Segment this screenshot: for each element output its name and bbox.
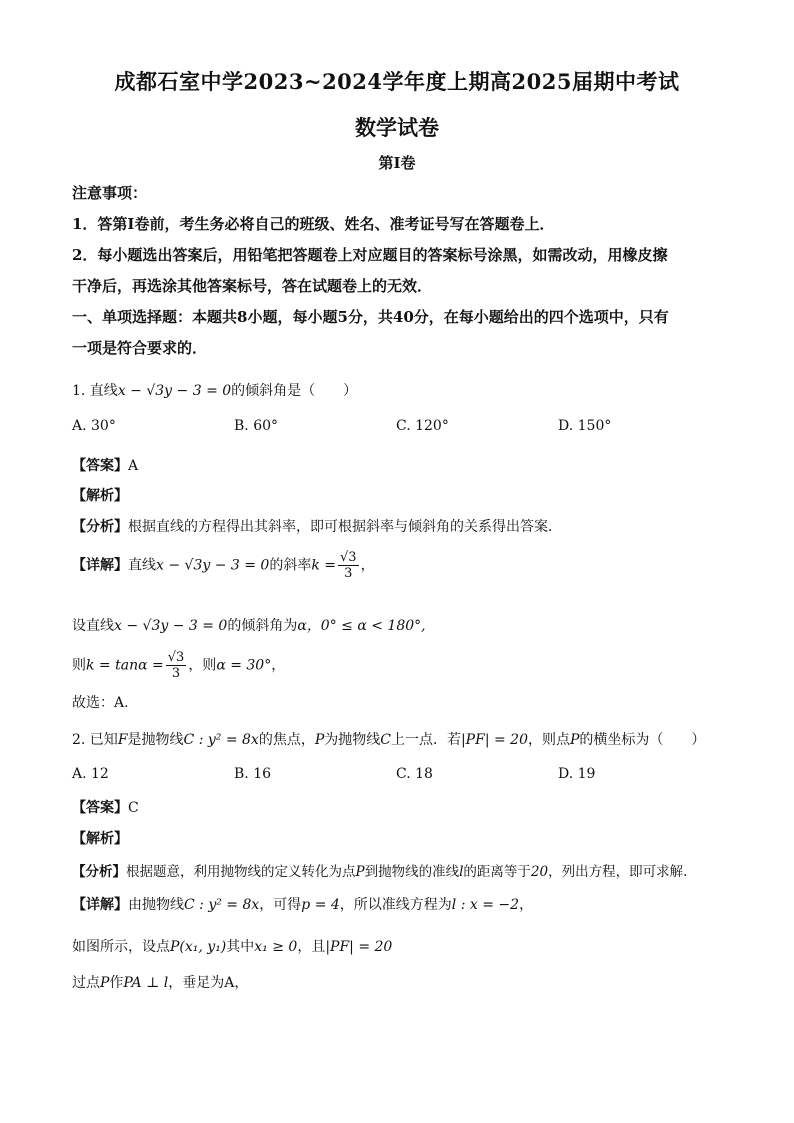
- q2-answer: 【答案】C: [72, 800, 139, 816]
- volume-label: 第I卷: [378, 154, 416, 172]
- question-2: 2. 已知F是抛物线C : y² = 8x的焦点，P为抛物线C上一点．若|PF| = 20，则点P的横坐标为（ ）: [72, 732, 706, 748]
- exam-title: 成都石室中学2023~2024学年度上期高2025届期中考试: [114, 69, 680, 94]
- q1-option-d: D. 150°: [558, 418, 612, 434]
- q2-detail: 【详解】由抛物线C : y² = 8x，可得p = 4，所以准线方程为l : x = −2，: [72, 897, 534, 913]
- q1-detail: 【详解】直线x − √3y − 3 = 0的斜率k = $\frac{√3}{3}$ ，: [72, 550, 375, 581]
- q2-fenxi: 【分析】根据题意，利用抛物线的定义转化为点P到抛物线的准线l的距离等于20，列出方程，即可求解.: [72, 864, 688, 880]
- q1-choice: 故选：A.: [72, 695, 129, 711]
- q2-option-d: D. 19: [558, 766, 596, 782]
- q2-detail-line-2: 如图所示，设点P(x₁, y₁)其中x₁ ≥ 0，且|PF| = 20: [72, 939, 393, 955]
- q2-analysis-heading: 【解析】: [72, 831, 128, 847]
- section-1-line-1: 一、单项选择题：本题共8小题，每小题5分，共40分，在每小题给出的四个选项中，只有: [72, 308, 669, 326]
- q1-slope-fraction: $\frac{√3}{3}$: [340, 550, 357, 581]
- notice-item-1: 1．答第I卷前，考生务必将自己的班级、姓名、准考证号写在答题卷上．: [72, 215, 555, 233]
- question-1: 1. 直线x − √3y − 3 = 0的倾斜角是（ ）: [72, 383, 358, 399]
- q1-tan-fraction: $\frac{√3}{3}$: [167, 650, 185, 681]
- q1-option-b: B. 60°: [234, 418, 279, 434]
- q1-fenxi: 【分析】根据直线的方程得出其斜率，即可根据斜率与倾斜角的关系得出答案.: [72, 519, 553, 535]
- q1-answer: 【答案】A: [72, 458, 139, 474]
- q1-equation: x − √3y − 3 = 0: [117, 383, 232, 399]
- section-1-line-2: 一项是符合要求的．: [72, 339, 208, 357]
- notice-item-2b: 干净后，再选涂其他答案标号，答在试题卷上的无效．: [72, 277, 433, 295]
- notice-item-2a: 2．每小题选出答案后，用铅笔把答题卷上对应题目的答案标号涂黑，如需改动，用橡皮擦: [72, 246, 668, 264]
- q2-option-c: C. 18: [396, 766, 433, 782]
- q1-option-a: A. 30°: [72, 418, 116, 434]
- q1-detail-line-2: 设直线x − √3y − 3 = 0的倾斜角为α，0° ≤ α < 180°,: [72, 618, 426, 634]
- q1-option-c: C. 120°: [396, 418, 449, 434]
- q1-analysis-heading: 【解析】: [72, 488, 128, 504]
- q2-option-a: A. 12: [72, 766, 109, 782]
- q2-option-b: B. 16: [234, 766, 272, 782]
- exam-subtitle: 数学试卷: [355, 115, 439, 140]
- q1-detail-line-3: 则k = tanα = $\frac{√3}{3}$ ，则α = 30°，: [72, 650, 286, 681]
- notice-heading: 注意事项：: [72, 184, 148, 202]
- q2-detail-line-3: 过点P作PA ⊥ l，垂足为A，: [72, 975, 249, 991]
